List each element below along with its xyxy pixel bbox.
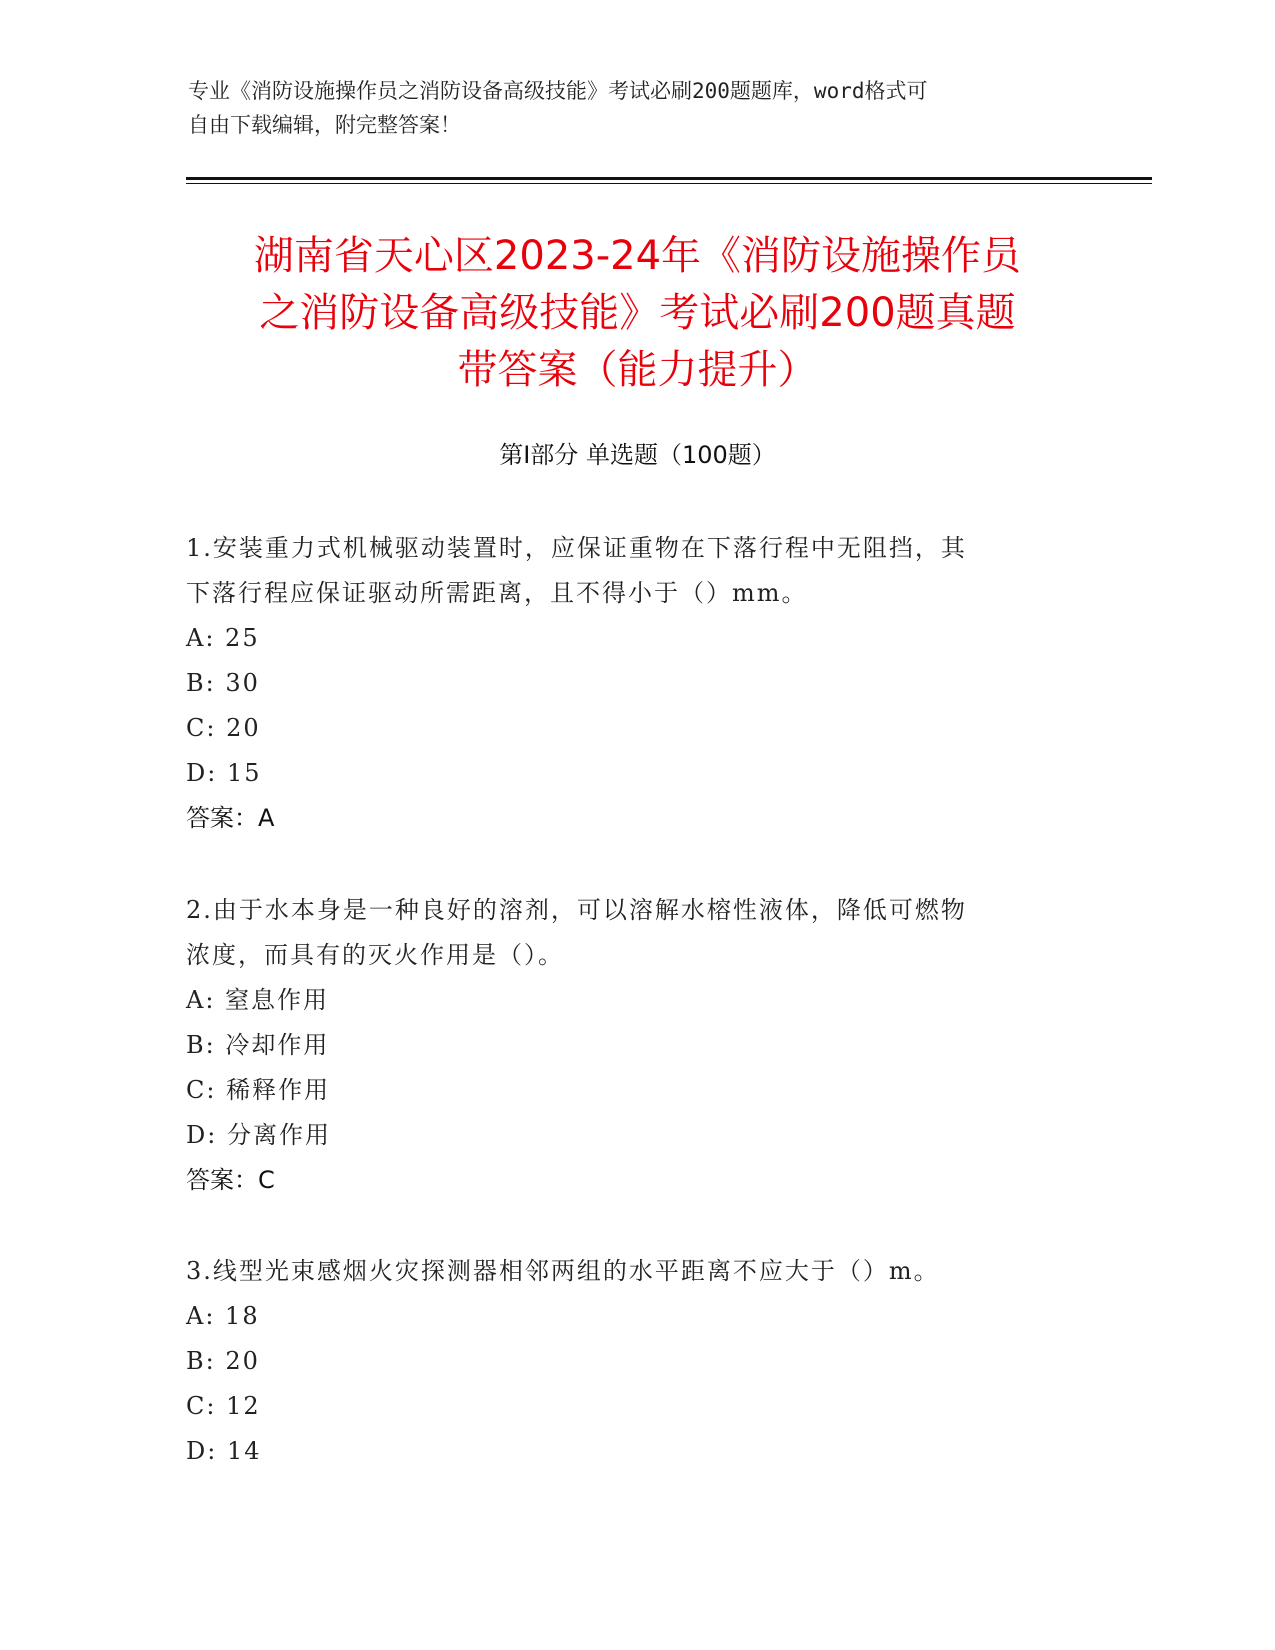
option-d: D: 15 bbox=[186, 759, 262, 787]
answer: 答案：C bbox=[186, 1166, 275, 1194]
header-divider-thin bbox=[186, 183, 1152, 184]
question-stem-line: 3.线型光束感烟火灾探测器相邻两组的水平距离不应大于（）m。 bbox=[186, 1257, 940, 1285]
header-note-line-2: 自由下载编辑，附完整答案！ bbox=[188, 113, 461, 137]
option-d: D: 分离作用 bbox=[186, 1121, 331, 1149]
question-2 bbox=[186, 888, 1066, 1203]
document-title-line-1: 湖南省天心区2023-24年《消防设施操作员 bbox=[253, 233, 1022, 279]
document-title bbox=[170, 228, 1105, 399]
question-stem-line: 浓度，而具有的灭火作用是（）。 bbox=[186, 941, 564, 969]
option-c: C: 20 bbox=[186, 714, 261, 742]
question-3 bbox=[186, 1249, 1066, 1474]
header-note bbox=[188, 74, 1088, 142]
option-d: D: 14 bbox=[186, 1437, 262, 1465]
option-b: B: 30 bbox=[186, 669, 260, 697]
header-divider-thick bbox=[186, 177, 1152, 180]
option-b: B: 冷却作用 bbox=[186, 1031, 330, 1059]
option-c: C: 稀释作用 bbox=[186, 1076, 331, 1104]
header-note-line-1: 专业《消防设施操作员之消防设备高级技能》考试必刷200题题库，word格式可 bbox=[188, 79, 928, 103]
question-stem-line: 2.由于水本身是一种良好的溶剂，可以溶解水榕性液体，降低可燃物 bbox=[186, 896, 967, 924]
question-1 bbox=[186, 526, 1066, 841]
option-b: B: 20 bbox=[186, 1347, 260, 1375]
answer: 答案：A bbox=[186, 804, 275, 832]
option-a: A: 18 bbox=[186, 1302, 260, 1330]
document-title-line-2: 之消防设备高级技能》考试必刷200题真题 bbox=[259, 290, 1016, 336]
question-stem-line: 1.安装重力式机械驱动装置时，应保证重物在下落行程中无阻挡，其 bbox=[186, 534, 967, 562]
option-c: C: 12 bbox=[186, 1392, 261, 1420]
option-a: A: 25 bbox=[186, 624, 260, 652]
section-title: 第Ⅰ部分 单选题（100题） bbox=[499, 441, 776, 469]
option-a: A: 窒息作用 bbox=[186, 986, 330, 1014]
document-title-line-3: 带答案（能力提升） bbox=[457, 347, 818, 393]
question-stem-line: 下落行程应保证驱动所需距离，且不得小于（）mm。 bbox=[186, 579, 808, 607]
